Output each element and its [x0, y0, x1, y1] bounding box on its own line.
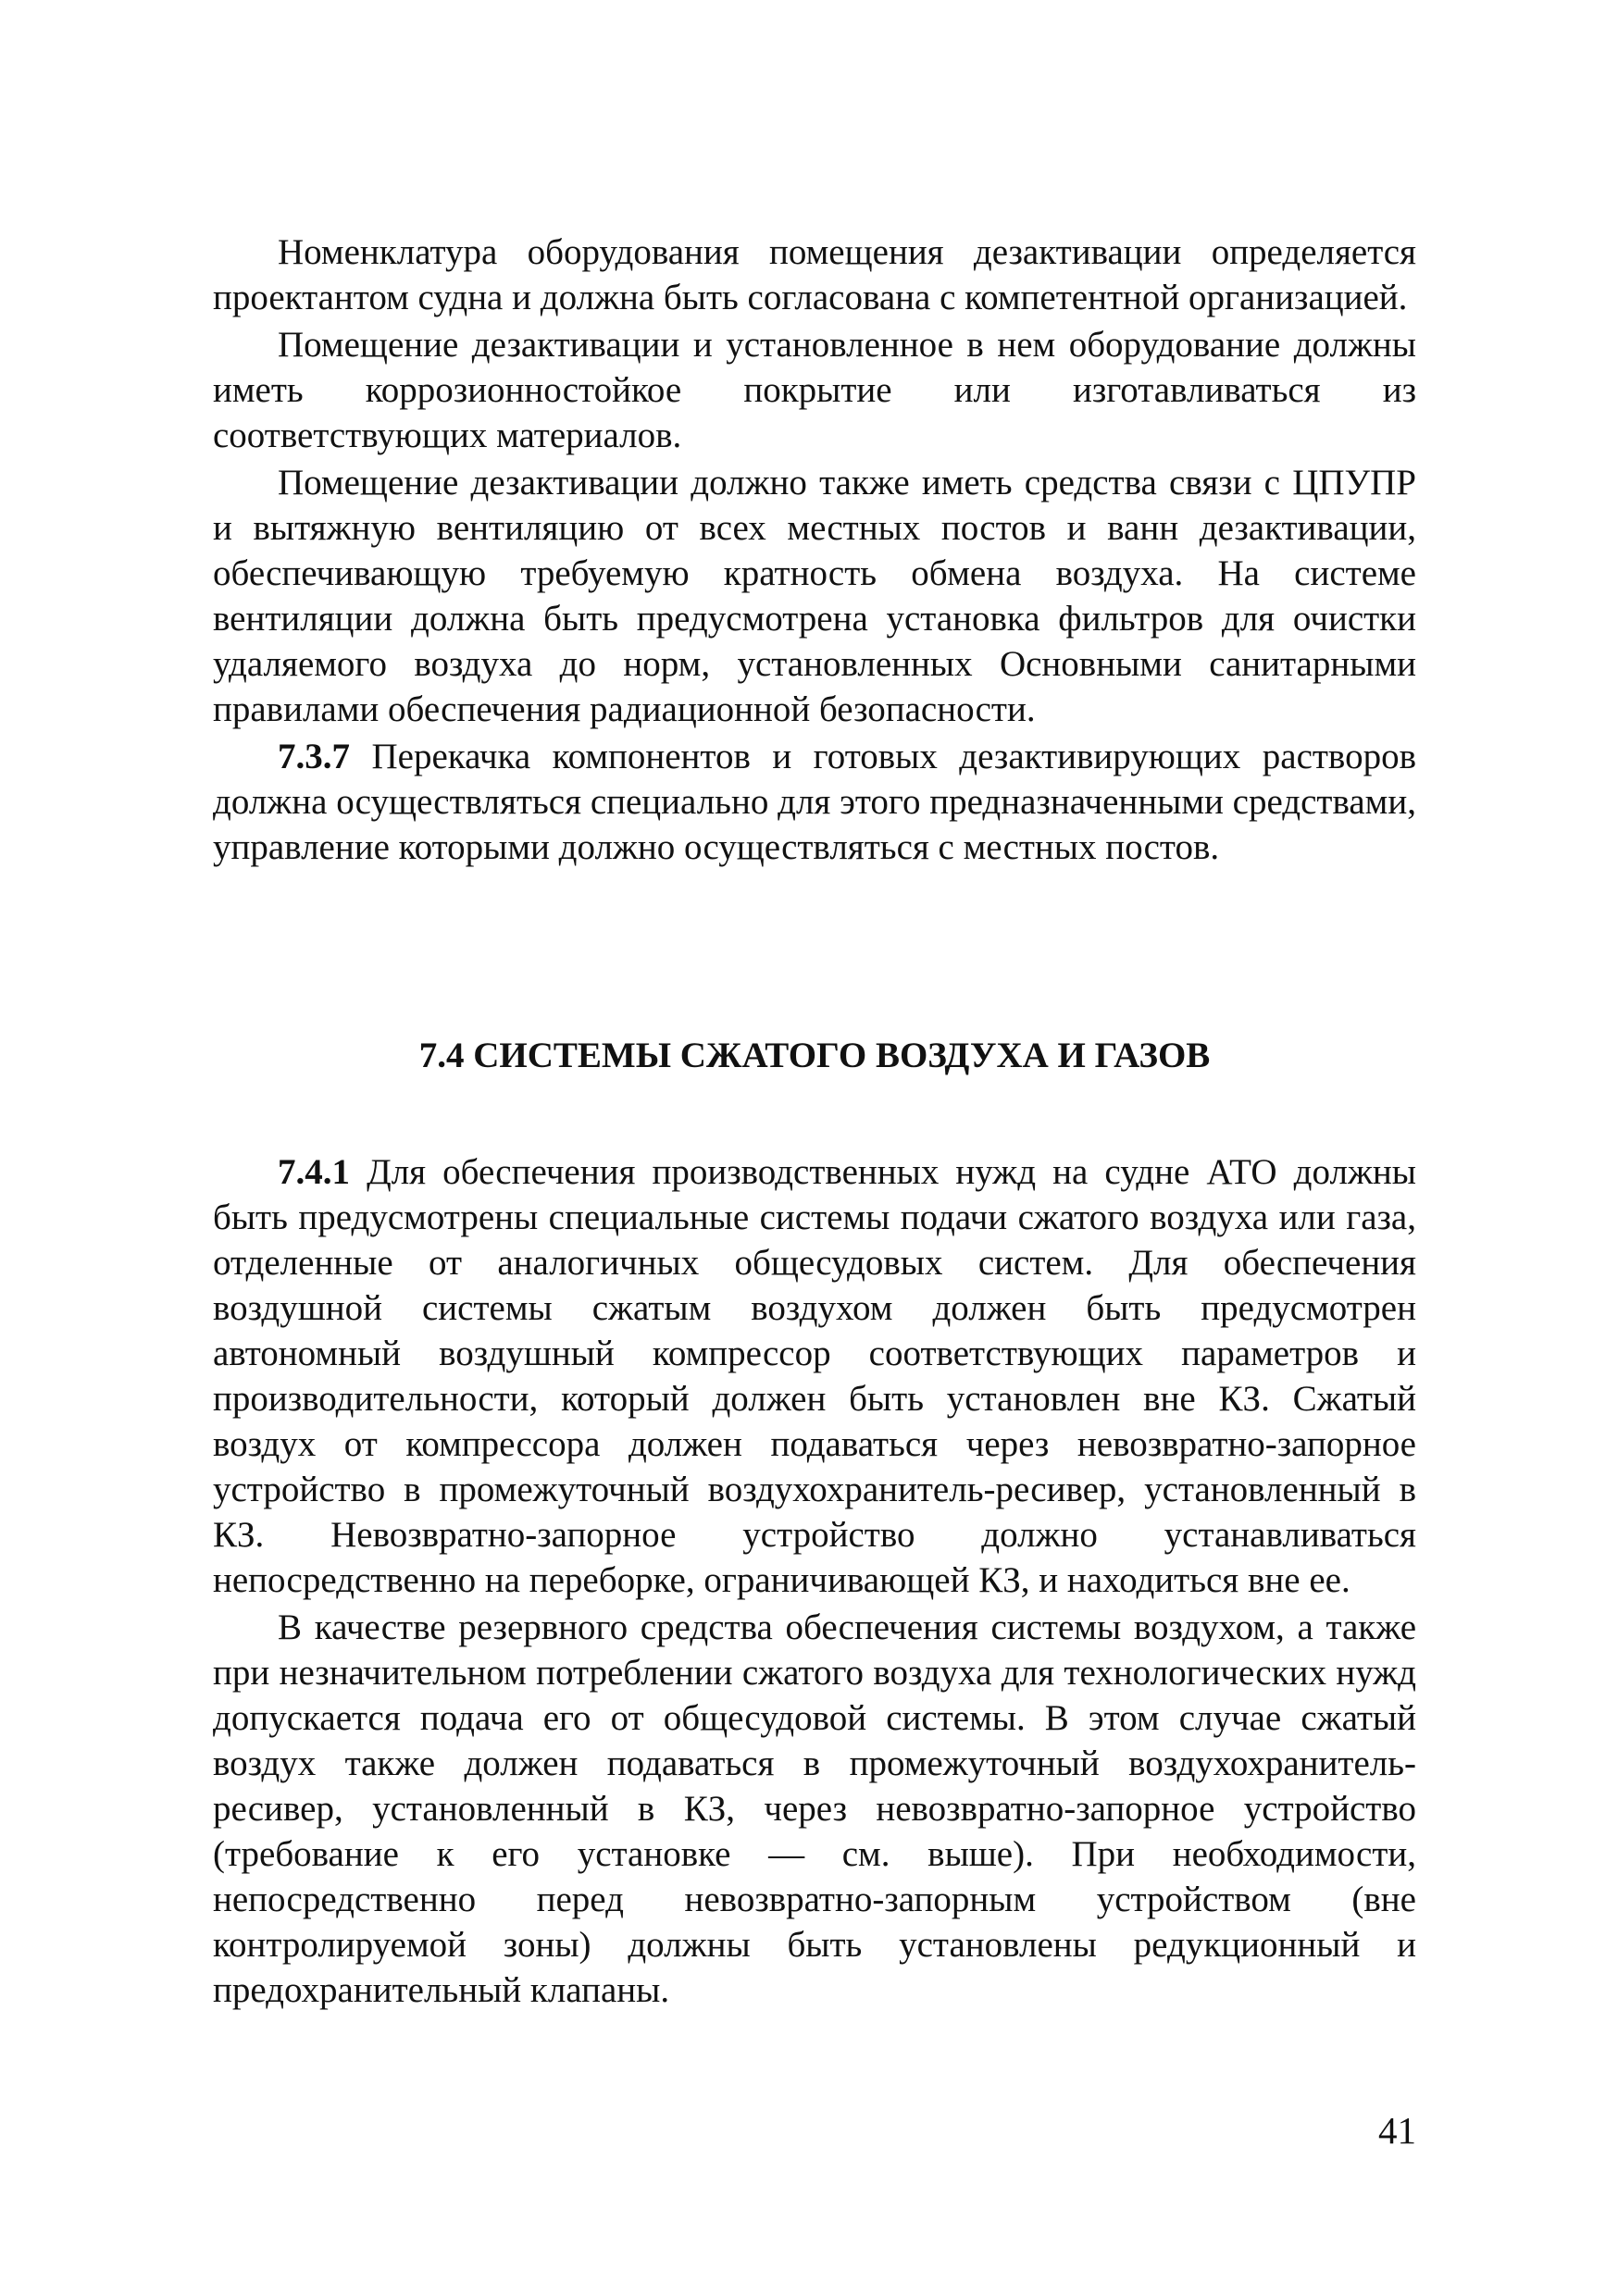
clause-number-7-3-7: 7.3.7: [278, 737, 350, 776]
text-block-bottom: [213, 1149, 1416, 2015]
clause-text-7-3-7: Перекачка компонентов и готовых дезактивирующих растворов должна осуществляться специально для этого предназначенными средствами, управление которыми должно осуществляться с местных постов.: [213, 737, 1416, 867]
paragraph-7-4-1: [213, 1149, 1416, 1603]
paragraph-reserve-air: В качестве резервного средства обеспечения системы воздухом, а также при незначительном потреблении сжатого воздуха для технологических нужд допускается подача его от общесудовой системы. В этом случае сжатый воздух также должен подаваться в промежуточный воздухохранитель-ресивер, установленный в КЗ, через невозвратно-запорное устройство (требование к его установке — см. выше). При необходимости, непосредственно перед невозвратно-запорным устройством (вне контролируемой зоны) должны быть установлены редукционный и предохранительный клапаны.: [213, 1607, 1416, 2010]
page-number: 41: [1378, 2109, 1416, 2152]
paragraph-ventilation: Помещение дезактивации должно также иметь средства связи с ЦПУПР и вытяжную вентиляцию от всех местных постов и ванн дезактивации, обеспечивающую требуемую кратность обмена воздуха. На системе вентиляции должна быть предусмотрена установка фильтров для очистки удаляемого воздуха до норм, установленных Основными санитарными правилами обеспечения радиационной безопасности.: [213, 463, 1416, 729]
text-block-top: [213, 230, 1416, 872]
clause-text-7-4-1: Для обеспечения производственных нужд на судне АТО должны быть предусмотрены специальные системы подачи сжатого воздуха или газа, отделенные от аналогичных общесудовых систем. Для обеспечения воздушной системы сжатым воздухом должен быть предусмотрен автономный воздушный компрессор соответствующих параметров и производительности, который должен быть установлен вне КЗ. Сжатый воздух от компрессора должен подаваться через невозвратно-запорное устройство в промежуточный воздухохранитель-ресивер, установленный в КЗ. Невозвратно-запорное устройство должно устанавливаться непосредственно на переборке, ограничивающей КЗ, и находиться вне ее.: [213, 1152, 1416, 1600]
paragraph-equipment-nomenclature: Номенклатура оборудования помещения дезактивации определяется проектантом судна и должна быть согласована с компетентной организацией.: [213, 232, 1416, 317]
paragraph-7-3-7: [213, 734, 1416, 870]
paragraph-coating: Помещение дезактивации и установленное в нем оборудование должны иметь коррозионностойкое покрытие или изготавливаться из соответствующих материалов.: [213, 325, 1416, 455]
clause-number-7-4-1: 7.4.1: [278, 1152, 350, 1192]
section-heading-7-4: 7.4 СИСТЕМЫ СЖАТОГО ВОЗДУХА И ГАЗОВ: [418, 1036, 1211, 1075]
